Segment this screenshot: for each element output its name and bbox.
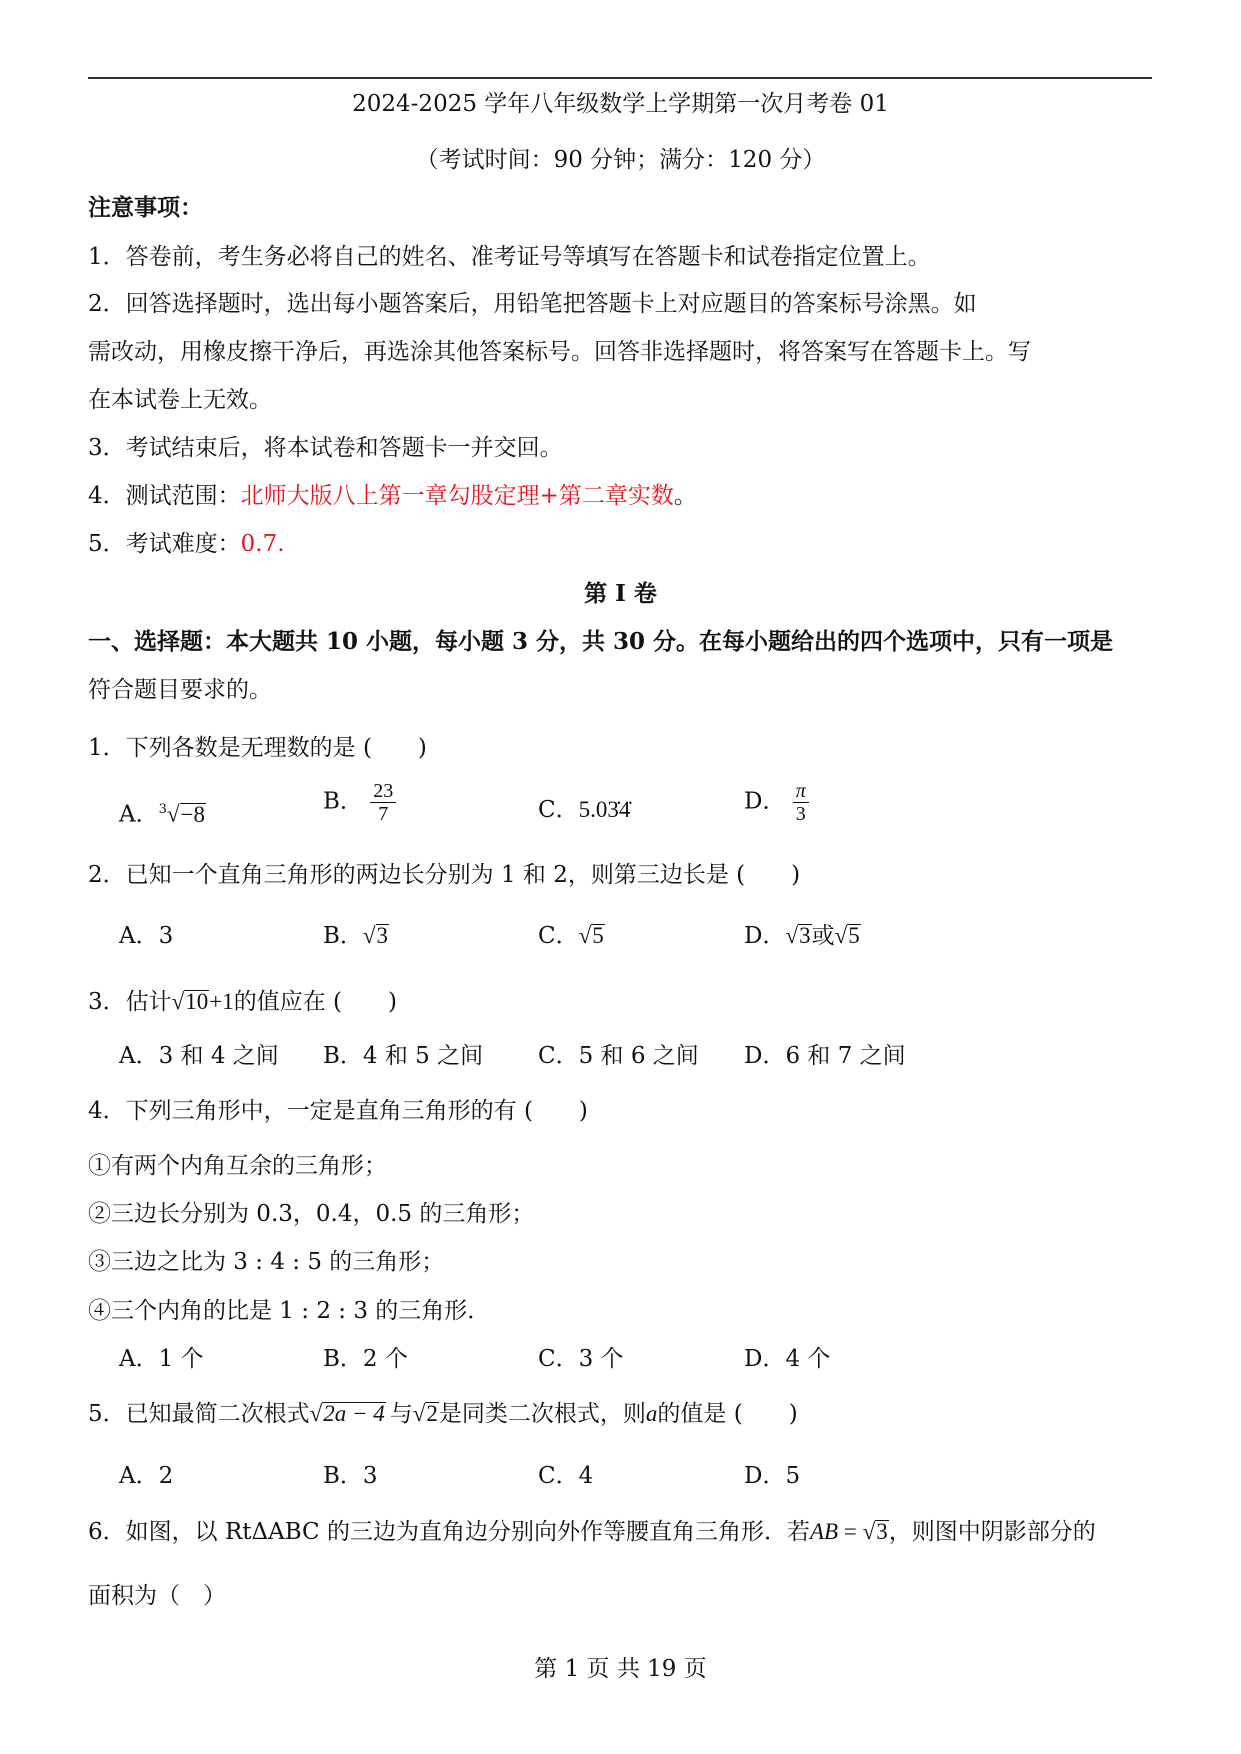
q3-option-b: B．4 和 5 之间 [323,1043,484,1069]
q5-stem-mid2: 是同类二次根式，则 [438,1401,646,1427]
q2-option-a [119,920,173,952]
header-rule [88,77,1152,79]
test-scope: 北师大版八上第一章勾股定理+第二章实数 [240,483,674,509]
q1-a-label: A． [119,801,159,828]
q1-d-numerator: π [793,780,809,803]
notice-item-4-prefix: 4．测试范围： [88,483,241,509]
notice-item-2-line-3: 在本试卷上无效。 [88,387,272,413]
notice-item-5 [88,528,285,560]
radical-sign-icon: √ [785,923,799,948]
q1-b-denominator: 7 [378,803,389,825]
page-footer: 第 1 页 共 19 页 [534,1656,707,1682]
q4-option-a: A．1 个 [119,1346,204,1372]
q5-radicand-1: 2a − 4 [323,1401,385,1426]
part1-heading-line-1: 一、选择题：本大题共 10 小题，每小题 3 分，共 30 分。在每小题给出的四个选项中，只有一项是 [88,628,1114,655]
q3-radicand: 10 [185,989,209,1014]
q4-option-b: B．2 个 [323,1346,408,1372]
q5-option-c: C．4 [538,1463,594,1489]
q1-a-root-index: 3 [158,802,167,817]
q2-option-c [538,920,605,952]
q2-a-value: 3 [158,923,174,949]
q1-c-digit3: 4̇ [618,797,631,822]
q1-b-fraction [370,780,396,825]
radical-sign-icon: √ [412,1401,426,1426]
q5-stem-suffix: 的值是 ( ) [657,1401,798,1427]
notice-item-5-prefix: 5．考试难度： [88,531,241,557]
q2-stem: 2．已知一个直角三角形的两边长分别为 1 和 2，则第三边长是 ( ) [88,862,801,888]
q6-equals: = [838,1519,863,1544]
q1-d-label: D． [744,788,786,815]
q3-stem [88,986,397,1018]
q3-stem-suffix: 的值应在 ( ) [233,989,398,1015]
q3-option-c: C．5 和 6 之间 [538,1043,699,1069]
q6-radicand: 3 [876,1519,888,1544]
q1-option-d [744,780,809,825]
notice-item-3: 3．考试结束后，将本试卷和答题卡一并交回。 [88,435,563,461]
q2-d-radicand-1: 3 [799,923,811,948]
q2-d-radicand-2: 5 [848,923,860,948]
radical-sign-icon: √ [862,1519,876,1544]
q1-a-radicand: −8 [180,801,206,827]
q4-statement-3: ③三边之比为 3 : 4 : 5 的三角形； [88,1249,445,1275]
radical-sign-icon: √ [834,923,848,948]
q2-d-label: D． [744,923,786,949]
q2-b-label: B． [323,923,363,949]
q2-d-or: 或 [811,923,835,949]
q1-b-numerator: 23 [370,780,396,803]
notice-item-4-suffix: 。 [673,483,697,509]
notice-heading: 注意事项： [88,194,203,221]
volume-heading: 第 Ⅰ 卷 [584,580,657,607]
q5-stem-prefix: 5．已知最简二次根式 [88,1401,310,1427]
q6-stem [88,1516,1096,1548]
q4-stem: 4．下列三角形中，一定是直角三角形的有 ( ) [88,1098,588,1124]
q5-option-b: B．3 [323,1463,378,1489]
q6-stem-prefix: 6．如图，以 RtΔABC 的三边为直角边分别向外作等腰直角三角形．若 [88,1519,810,1545]
q4-statement-4: ④三个内角的比是 1 : 2 : 3 的三角形． [88,1298,491,1324]
q1-option-b [323,780,396,825]
q4-option-c: C．3 个 [538,1346,624,1372]
radical-sign-icon: √ [362,923,376,948]
q1-option-c [538,794,630,826]
difficulty-value: 0.7. [240,531,285,557]
notice-item-2-line-2: 需改动，用橡皮擦干净后，再选涂其他答案标号。回答非选择题时，将答案写在答题卡上。写 [88,339,1031,365]
q3-option-a: A．3 和 4 之间 [119,1043,279,1069]
q6-stem-line-2: 面积为（ ） [88,1583,226,1609]
radical-sign-icon: √ [166,801,180,827]
part1-heading-line-2: 符合题目要求的。 [88,677,272,703]
q2-c-radicand: 5 [592,923,604,948]
q6-stem-suffix: ，则图中阴影部分的 [888,1519,1096,1545]
q1-b-label: B． [323,788,363,815]
q5-option-a: A．2 [119,1463,174,1489]
q5-option-d: D．5 [744,1463,801,1489]
q2-c-label: C． [538,923,579,949]
notice-item-4 [88,480,697,512]
exam-title: 2024-2025 学年八年级数学上学期第一次月考卷 01 [352,91,889,117]
q3-stem-prefix: 3．估计 [88,989,172,1015]
q1-stem: 1．下列各数是无理数的是 ( ) [88,735,427,761]
notice-item-1: 1．答卷前，考生务必将自己的姓名、准考证号等填写在答题卡和试卷指定位置上。 [88,244,931,270]
q2-a-label: A． [119,923,159,949]
exam-subtitle: （考试时间：90 分钟；满分：120 分） [415,147,826,173]
q1-option-a [119,794,206,831]
notice-item-2-line-1: 2．回答选择题时，选出每小题答案后，用铅笔把答题卡上对应题目的答案标号涂黑。如 [88,291,977,317]
q1-d-denominator: 3 [795,803,806,825]
radical-sign-icon: √ [578,923,592,948]
q6-ab: AB [809,1519,839,1544]
q1-c-value: 5.03̇ [578,797,619,822]
q5-mid: 与 [389,1401,413,1427]
q4-option-d: D．4 个 [744,1346,831,1372]
radical-sign-icon: √ [309,1401,323,1426]
q1-d-fraction [793,780,809,825]
q5-radicand-2: 2 [426,1401,438,1426]
q4-statement-2: ②三边长分别为 0.3，0.4，0.5 的三角形； [88,1201,535,1227]
q3-option-d: D．6 和 7 之间 [744,1043,906,1069]
q4-statement-1: ①有两个内角互余的三角形； [88,1153,387,1179]
q5-stem [88,1398,798,1430]
q1-c-label: C． [538,797,579,823]
q5-variable: a [645,1401,658,1426]
q2-option-d [744,920,861,952]
q3-plus-one: +1 [209,989,234,1014]
radical-sign-icon: √ [171,989,185,1014]
q2-option-b [323,920,389,952]
q2-b-radicand: 3 [376,923,389,948]
